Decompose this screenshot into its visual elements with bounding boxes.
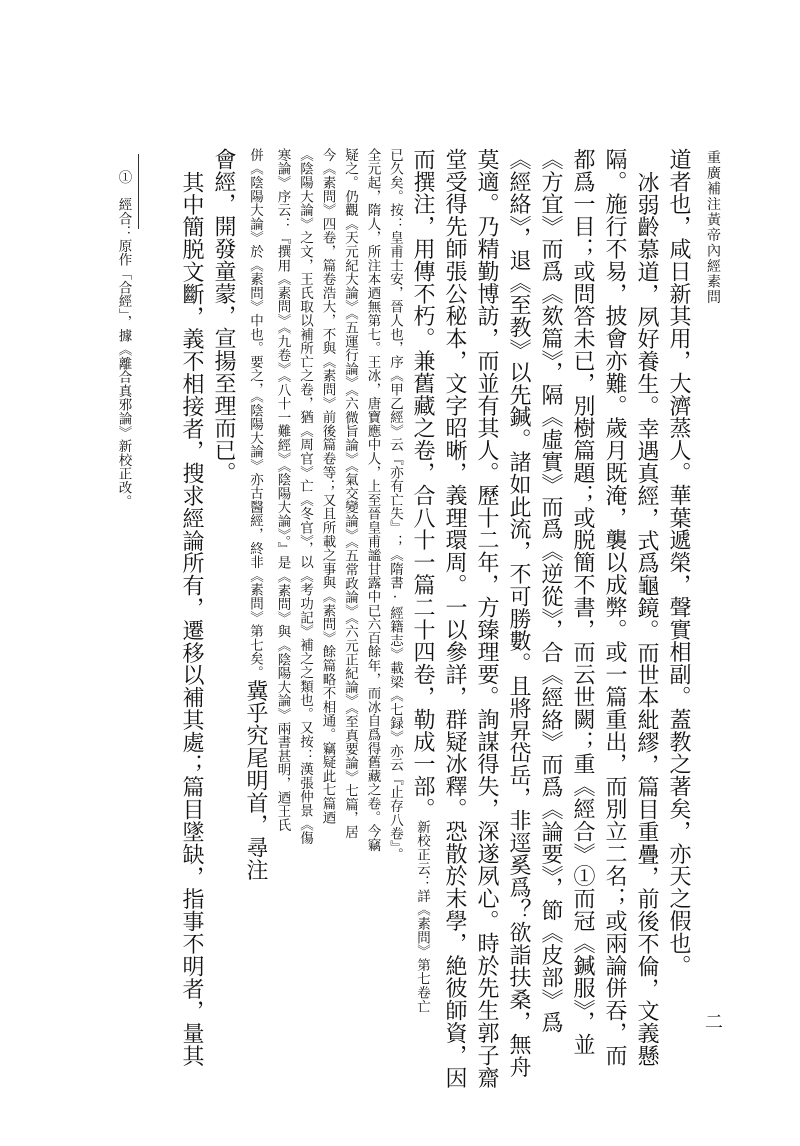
inline-annotation: 新校正云：詳《素問》第七卷亡 <box>414 820 430 1014</box>
annotation-column: 今《素問》四卷，篇卷浩大，不與《素問》前後篇卷等；又且所載之事與《素問》餘篇略不相通。竊疑此七篇迺 <box>319 148 336 825</box>
text-column: 都爲一目；或問答未已，別樹篇題；或脱簡不書，而云世闕；重《經合》①而冠《鍼服》，並 <box>570 148 595 1056</box>
annotation-column: 已久矣。按：皇甫士安，晉人也，序《甲乙經》云『亦有亡失』；《隋書·經籍志》載梁《七録》亦云『止存八卷』。 <box>387 148 403 862</box>
page-number: 二 <box>705 1012 723 1033</box>
footnote: ① 經合：原作「合經」，據《離合真邪論》新校正改。 <box>115 170 132 509</box>
annotation-column: 全元起，隋人，所注本迺無第七。王冰，唐寶應中人，上至晉皇甫謐甘露中已六百餘年，而冰自爲得舊藏之卷。今竊 <box>364 148 381 852</box>
text-column-main: 冀乎究尾明首，尋注 <box>243 679 268 882</box>
text-column: 冰弱齡慕道，夙好養生。幸遇真經，式爲龜鏡。而世本紕繆，篇目重疊，前後不倫，文義懸 <box>634 171 659 1067</box>
text-column: 其中簡脱文斷，義不相接者，搜求經論所有，遷移以補其處；篇目墜缺，指事不明者，量其 <box>179 171 204 1067</box>
text-column-main: 而撰注，用傳不朽。兼舊藏之卷，合八十一篇二十四卷，勒成一部。 <box>410 148 435 820</box>
text-column: 《方宜》而爲《欬篇》，隔《虛實》而爲《逆從》，合《經絡》而爲《論要》，節《皮部》爲 <box>538 148 563 1034</box>
text-column: 堂受得先師張公秘本，文字昭晰，義理環周。一以參詳，群疑冰釋。恐散於末學，絶彼師資，因 <box>442 148 467 1089</box>
annotation-column: 寒論》序云：『撰用《素問》《九卷》《八十一難經》《陰陽大論》。』是《素問》與《陰陽大論》兩書甚明，迺王氏 <box>274 148 291 832</box>
text-column: 隔。施行不易，披會亦難。歲月既淹，襲以成弊。或一篇重出，而別立二名；或兩論併吞，而 <box>602 148 627 1067</box>
annotation-column: 疑之。仍觀《天元紀大論》《五運行論》《六微旨論》《氣交變論》《五常政論》《六元正紀論》《至真要論》七篇，居 <box>342 148 358 839</box>
annotation-column: 《陰陽大論》之文，王氏取以補所亡之卷，猶《周官》亡《冬官》，以《考功記》補之之類也。又按：漢張仲景《傷 <box>297 148 313 846</box>
text-column: 道者也，咸日新其用，大濟蒸人。華葉遞榮，聲實相副。蓋教之著矣，亦天之假也。 <box>666 148 691 977</box>
annotation-tail: 併《陰陽大論》於《素問》中也。要之，《陰陽大論》亦古醫經，終非《素問》第七矣。 <box>247 148 263 680</box>
footnote-divider <box>138 154 139 229</box>
text-column: 《經絡》，退《至教》以先鍼。諸如此流，不可勝數。且將昇岱岳，非逕奚爲？欲詣扶桑，無舟 <box>506 148 531 1078</box>
annotation-column-with-text <box>244 148 266 1028</box>
text-column: 會經，開發童蒙，宣揚至理而已。 <box>211 148 236 484</box>
main-text-body <box>144 148 691 1089</box>
running-head: 重廣補注黃帝內經素問 <box>705 150 721 305</box>
text-column-with-note <box>411 148 433 1028</box>
text-column: 莫適。乃精勤博訪，而並有其人。歷十二年，方臻理要。詢謀得失，深遂夙心。時於先生郭子齋 <box>474 148 499 1089</box>
